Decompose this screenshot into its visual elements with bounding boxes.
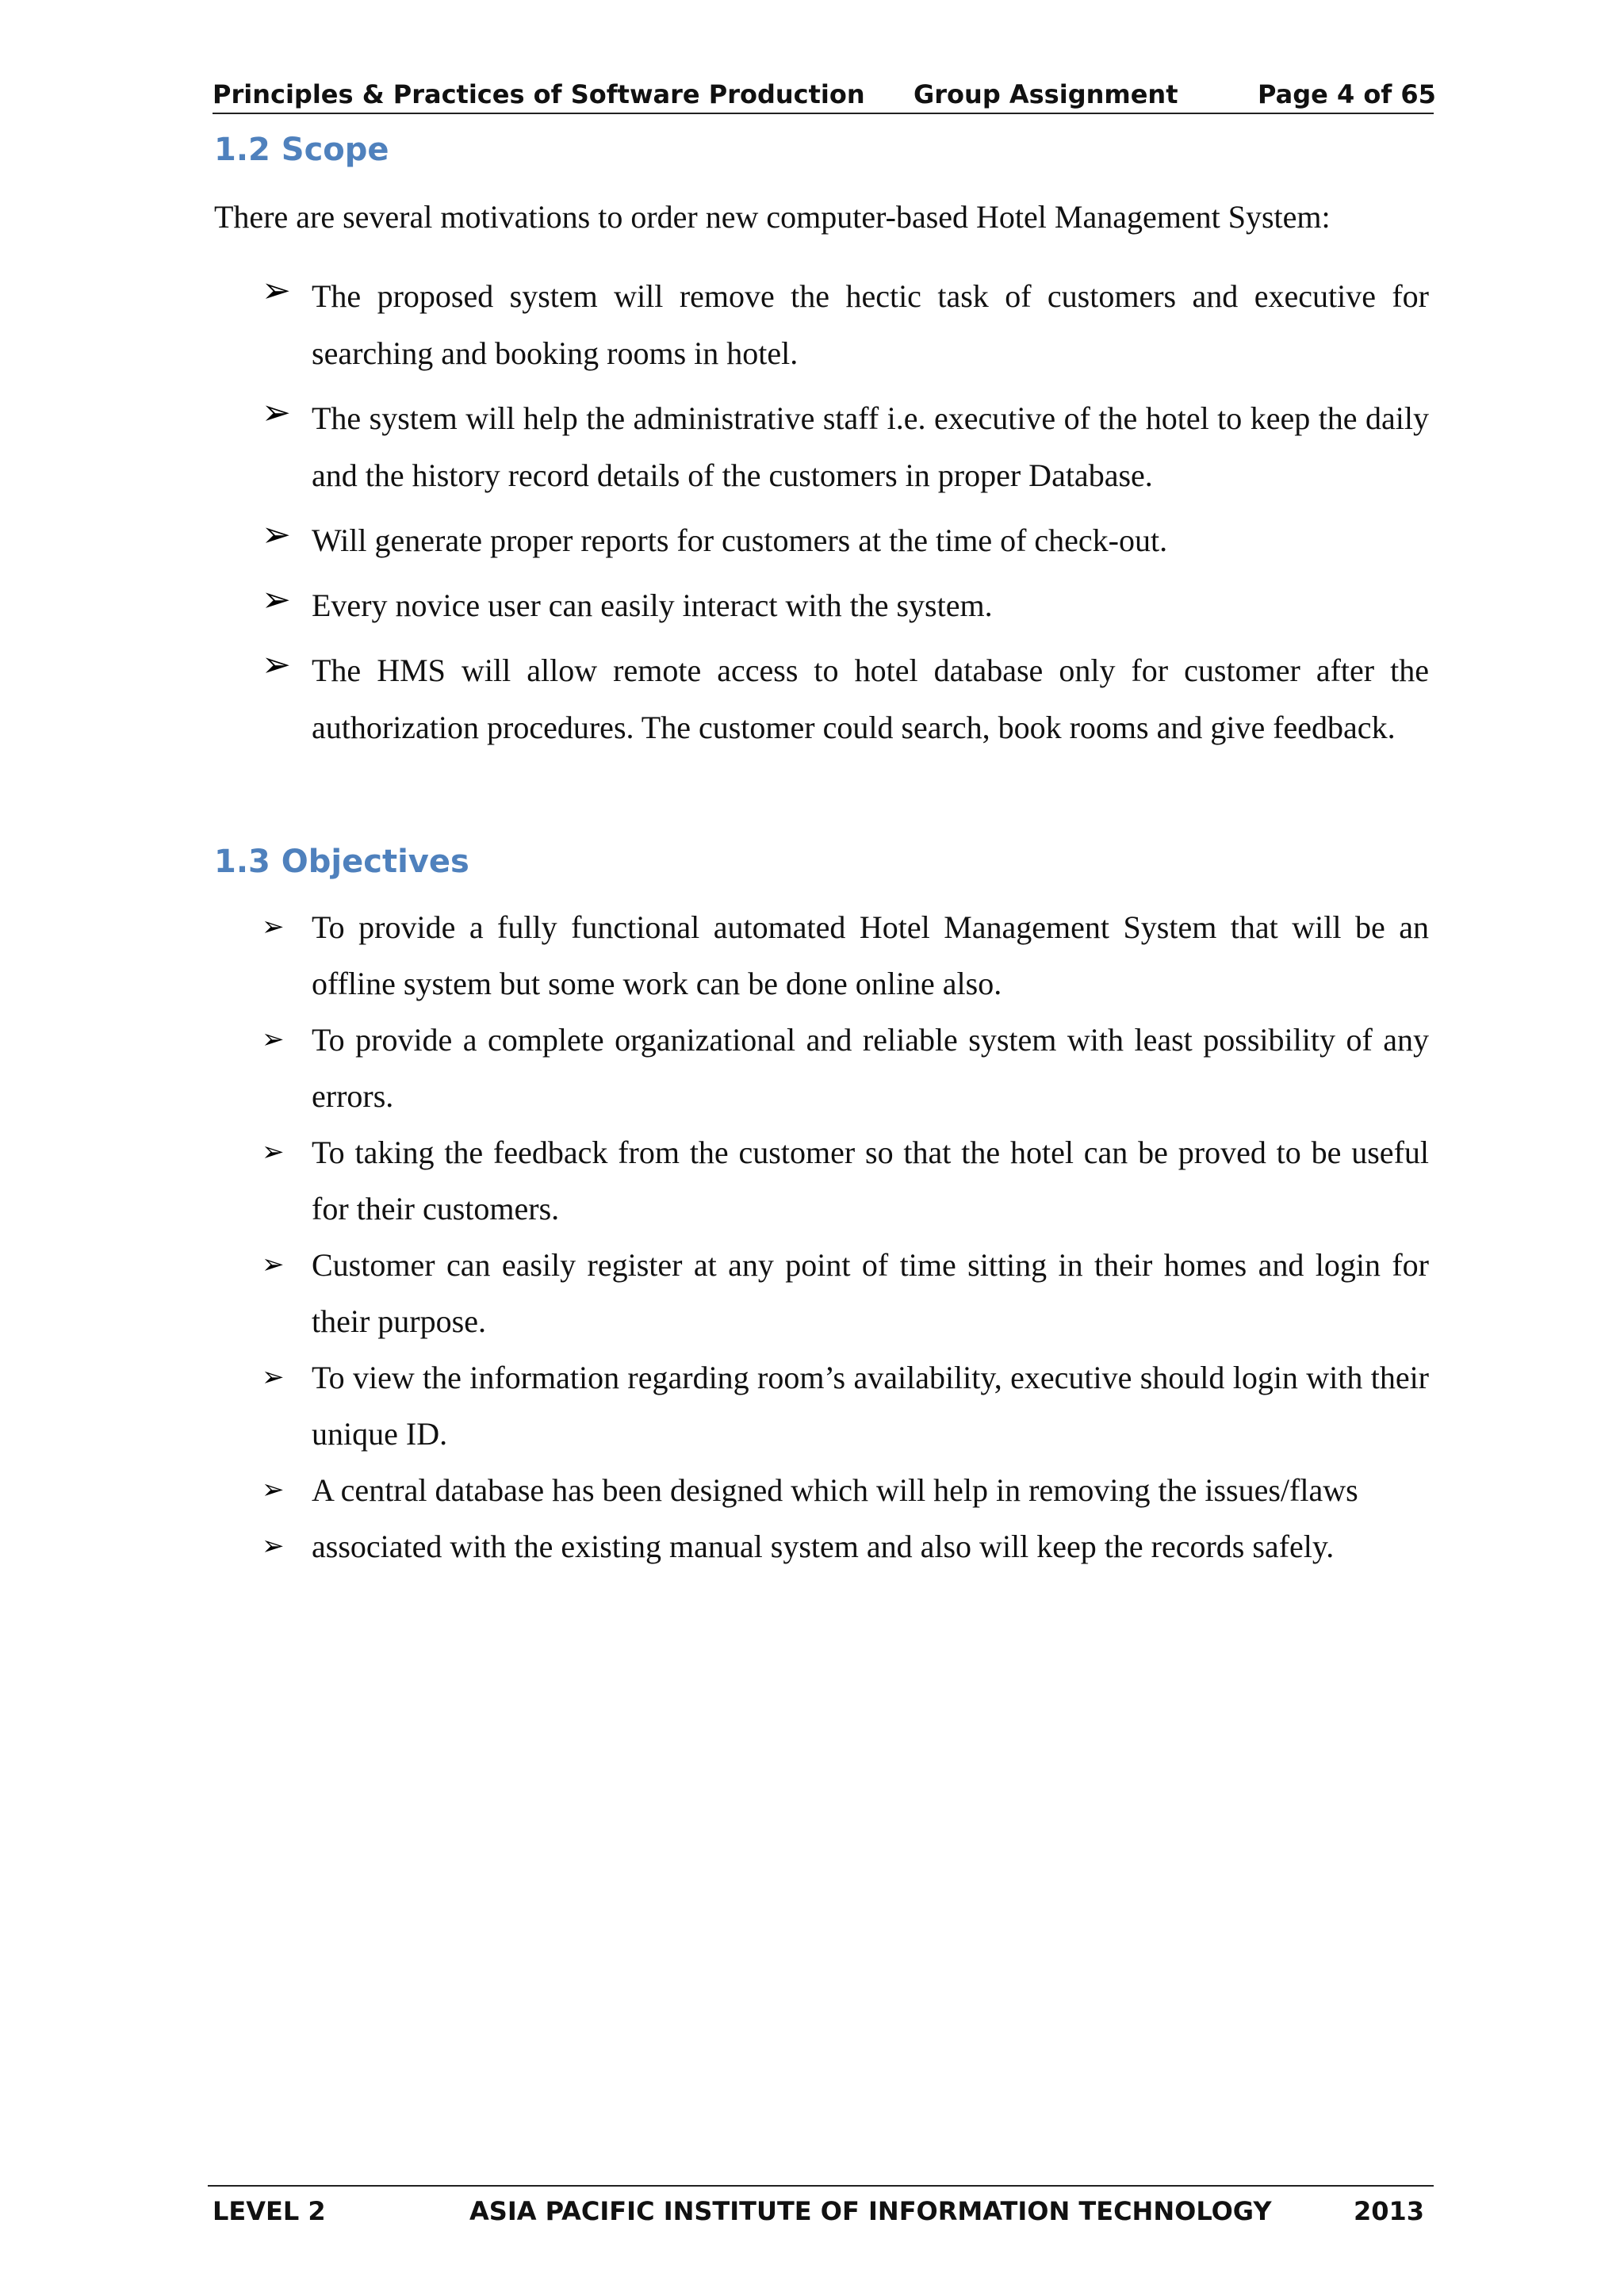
arrowhead-bullet-icon: ➢ [262,911,285,943]
arrowhead-bullet-icon: ➢ [262,1136,285,1168]
page-footer [208,2185,1434,2231]
list-item [262,577,1429,634]
footer-level: LEVEL 2 [213,2196,326,2226]
list-item [262,1124,1429,1237]
section-heading-objectives: 1.3 Objectives [214,844,469,880]
list-item [262,642,1429,756]
list-item [262,1349,1429,1462]
arrowhead-bullet-icon: ➢ [262,1024,285,1055]
list-item [262,1518,1429,1575]
list-item-text: To view the information regarding room’s availability, executive should login with their unique ID. [312,1360,1429,1452]
section-heading-scope: 1.2 Scope [214,132,389,168]
objectives-bullet-list [262,899,1429,1575]
list-item [262,1012,1429,1124]
arrowhead-bullet-icon: ➢ [262,515,291,555]
list-item-text: The HMS will allow remote access to hotel database only for customer after the authorization procedures. The customer could search, book rooms and give feedback. [312,652,1429,745]
arrowhead-bullet-icon: ➢ [262,1474,285,1506]
list-item [262,390,1429,504]
arrowhead-bullet-icon: ➢ [262,392,291,433]
list-item-text: Every novice user can easily interact with the system. [312,587,993,623]
list-item-text: associated with the existing manual system and also will keep the records safely. [312,1529,1335,1564]
list-item-text: To provide a complete organizational and reliable system with least possibility of any errors. [312,1022,1429,1114]
header-page-number: Page 4 of 65 [1258,79,1436,109]
list-item-text: To provide a fully functional automated Hotel Management System that will be an offline system but some work can be done online also. [312,909,1429,1001]
list-item-text: Will generate proper reports for customers at the time of check-out. [312,522,1168,558]
arrowhead-bullet-icon: ➢ [262,1361,285,1393]
page-header [213,76,1434,114]
scope-bullet-list [262,268,1429,764]
arrowhead-bullet-icon: ➢ [262,270,291,311]
header-course-title: Principles & Practices of Software Production [213,79,865,109]
list-item-text: The system will help the administrative staff i.e. executive of the hotel to keep the daily and the history record details of the customers in proper Database. [312,400,1429,493]
list-item-text: Customer can easily register at any point of time sitting in their homes and login for their purpose. [312,1247,1429,1339]
scope-intro-paragraph: There are several motivations to order new computer-based Hotel Management System: [214,199,1331,235]
arrowhead-bullet-icon: ➢ [262,1249,285,1280]
arrowhead-bullet-icon: ➢ [262,1530,285,1562]
footer-year: 2013 [1353,2196,1424,2226]
header-assignment-type: Group Assignment [914,79,1178,109]
list-item-text: A central database has been designed which will help in removing the issues/flaws [312,1472,1358,1508]
list-item-text: The proposed system will remove the hectic task of customers and executive for searching and booking rooms in hotel. [312,278,1429,371]
list-item [262,268,1429,382]
list-item [262,512,1429,569]
footer-institute: ASIA PACIFIC INSTITUTE OF INFORMATION TECHNOLOGY [469,2196,1272,2226]
list-item [262,1237,1429,1349]
list-item-text: To taking the feedback from the customer so that the hotel can be proved to be useful for their customers. [312,1135,1429,1226]
arrowhead-bullet-icon: ➢ [262,645,291,685]
list-item [262,899,1429,1012]
arrowhead-bullet-icon: ➢ [262,580,291,620]
list-item [262,1462,1429,1518]
